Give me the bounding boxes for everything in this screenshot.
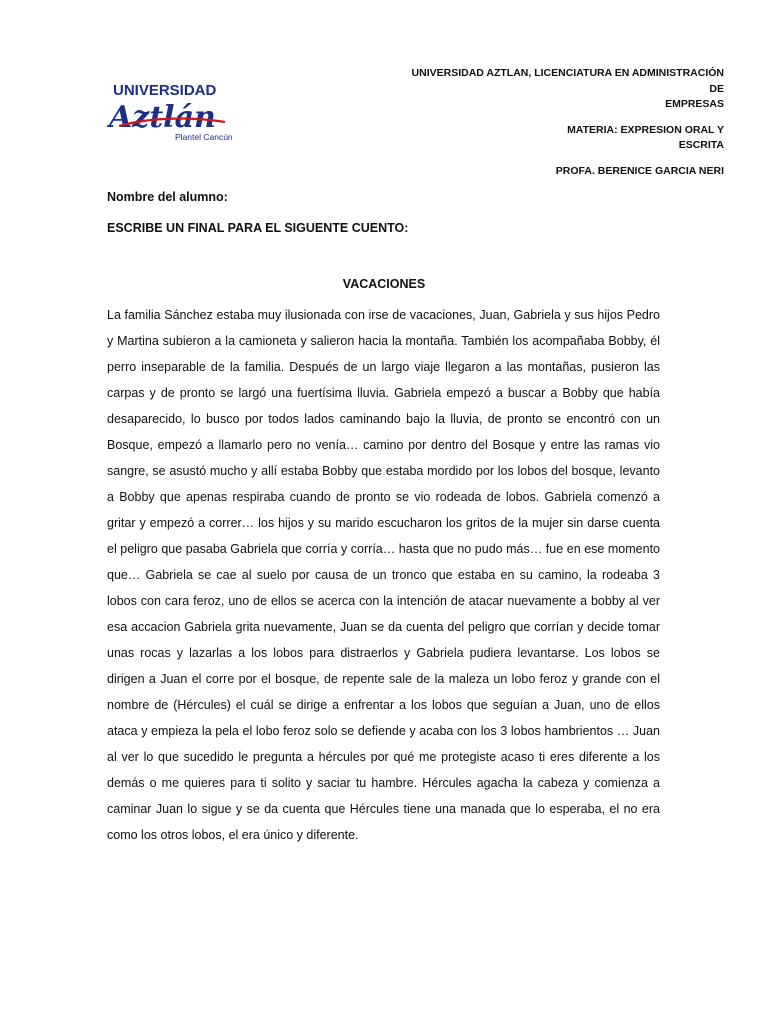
header-subject-line: MATERIA: EXPRESION ORAL Y xyxy=(567,123,724,136)
student-name-label: Nombre del alumno: xyxy=(107,190,228,204)
logo-word-top: UNIVERSIDAD xyxy=(113,82,217,99)
header-subject-line-2: ESCRITA xyxy=(678,139,724,151)
header-info xyxy=(400,66,724,179)
logo-campus: Plantel Cancún xyxy=(175,132,233,142)
story-body: La familia Sánchez estaba muy ilusionada con irse de vacaciones, Juan, Gabriela y sus hijos Pedro y Martina subieron a la camioneta y salieron hacia la montaña. También los acompañaba Bobby, él perro inseparable de la familia. Después de un largo viaje llegaron a las montañas, pusieron las carpas y de pronto se largó una fuertísima lluvia. Gabriela empezó a buscar a Bobby que había desaparecido, lo busco por todos lados caminando bajo la lluvia, de pronto se encontró con un Bosque, empezó a llamarlo pero no venía… camino por dentro del Bosque y entre las ramas vio sangre, se asustó mucho y allí estaba Bobby que estaba mordido por los lobos del bosque, levanto a Bobby que apenas respiraba cuando de pronto se vio rodeada de lobos. Gabriela comenzó a gritar y empezó a correr… los hijos y su marido escucharon los gritos de la mujer sin darse cuenta el peligro que pasaba Gabriela que corría y corría… hasta que no pudo más… fue en ese momento que… Gabriela se cae al suelo por causa de un tronco que estaba en su camino, la rodeaba 3 lobos con cara feroz, uno de ellos se acerca con la intención de atacar nuevamente a bobby al ver esa accacion Gabriela grita nuevamente, Juan se da cuenta del peligro que corrían y decide tomar unas rocas y lazarlas a los lobos para distraerlos y Gabriela pudiera levantarse. Los lobos se dirigen a Juan el corre por el bosque, de repente sale de la maleza un lobo feroz y grande con el nombre de (Hércules) el cuál se dirige a enfrentar a los lobos que seguían a Juan, uno de ellos ataca y empieza la pela el lobo feroz solo se defiende y acaba con los 3 lobos hambrientos … Juan al ver lo que sucedido le pregunta a hércules por qué me protegiste acaso ti eres diferente a los demás o me quieres para ti solito y saciar tu hambre. Hércules agacha la cabeza y comienza a caminar Juan lo sigue y se da cuenta que Hércules tiene una manada que lo esperaba, el no era como los otros lobos, el era único y diferente. xyxy=(107,308,660,842)
header-career-line: EMPRESAS xyxy=(665,98,724,110)
story-title: VACACIONES xyxy=(342,277,426,291)
header-university-line: UNIVERSIDAD AZTLAN, LICENCIATURA EN ADMINISTRACIÓN DE xyxy=(411,67,724,95)
instruction-heading: ESCRIBE UN FINAL PARA EL SIGUENTE CUENTO: xyxy=(107,221,409,235)
header-teacher-line: PROFA. BERENICE GARCIA NERI xyxy=(555,164,724,177)
university-logo xyxy=(107,78,247,148)
university-logo-graphic xyxy=(107,78,247,148)
logo-word-script: Aztlán xyxy=(109,100,216,135)
